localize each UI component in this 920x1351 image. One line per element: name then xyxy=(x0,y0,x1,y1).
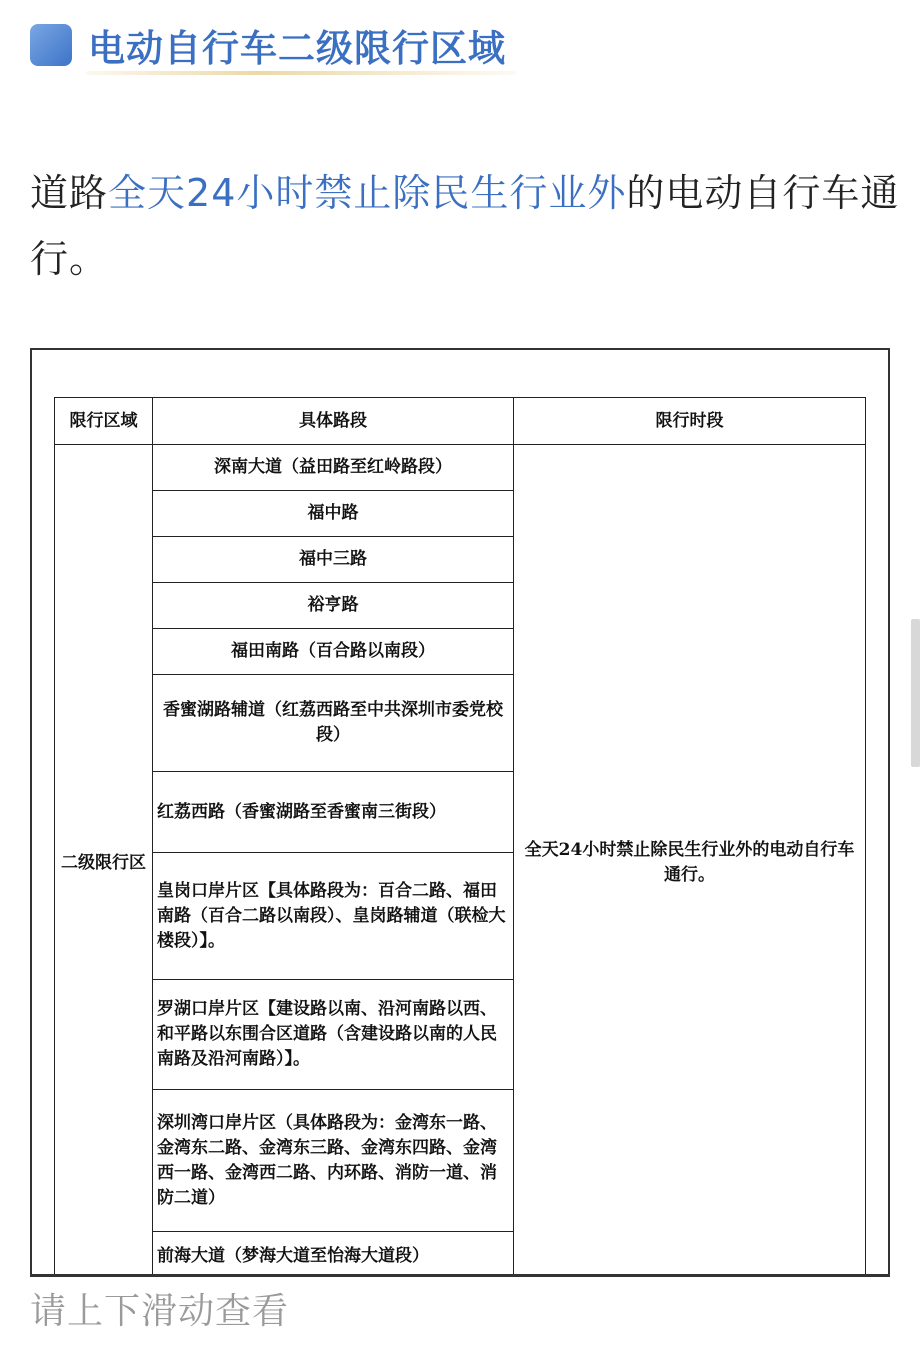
road-cell: 皇岗口岸片区【具体路段为：百合二路、福田南路（百合二路以南段）、皇岗路辅道（联检大楼段）】。 xyxy=(153,853,514,980)
intro-paragraph xyxy=(30,160,900,292)
road-cell: 福田南路（百合路以南段） xyxy=(153,629,514,675)
intro-prefix: 道路 xyxy=(30,171,109,215)
header-period: 限行时段 xyxy=(514,398,866,445)
road-cell: 福中三路 xyxy=(153,537,514,583)
road-cell: 福中路 xyxy=(153,491,514,537)
table-header-row xyxy=(55,398,866,445)
restriction-table xyxy=(54,397,866,1277)
section-title: 电动自行车二级限行区域 xyxy=(88,27,506,70)
heading-marker-icon xyxy=(30,24,72,66)
road-cell: 裕亨路 xyxy=(153,583,514,629)
heading-underline xyxy=(86,71,516,75)
restriction-table-image[interactable] xyxy=(30,348,890,1277)
road-cell: 前海大道（梦海大道至怡海大道段） xyxy=(153,1232,514,1278)
scroll-hint: 请上下滑动查看 xyxy=(30,1291,290,1332)
header-region: 限行区域 xyxy=(55,398,153,445)
road-cell: 深圳湾口岸片区（具体路段为：金湾东一路、金湾东二路、金湾东三路、金湾东四路、金湾西一路、金湾西二路、内环路、消防一道、消防二道） xyxy=(153,1090,514,1232)
page-scrollbar[interactable] xyxy=(911,619,920,767)
table-row xyxy=(55,445,866,491)
period-cell: 全天24小时禁止除民生行业外的电动自行车通行。 xyxy=(514,445,866,1278)
section-heading xyxy=(30,14,530,76)
header-roads: 具体路段 xyxy=(153,398,514,445)
intro-suffix: 的电动自行车通行。 xyxy=(30,171,900,281)
region-cell: 二级限行区 xyxy=(55,445,153,1278)
road-cell: 深南大道（益田路至红岭路段） xyxy=(153,445,514,491)
road-cell: 红荔西路（香蜜湖路至香蜜南三街段） xyxy=(153,772,514,853)
intro-highlight: 全天24小时禁止除民生行业外 xyxy=(108,171,627,215)
road-cell: 香蜜湖路辅道（红荔西路至中共深圳市委党校段） xyxy=(153,675,514,772)
road-cell: 罗湖口岸片区【建设路以南、沿河南路以西、和平路以东围合区道路（含建设路以南的人民南路及沿河南路）】。 xyxy=(153,980,514,1090)
